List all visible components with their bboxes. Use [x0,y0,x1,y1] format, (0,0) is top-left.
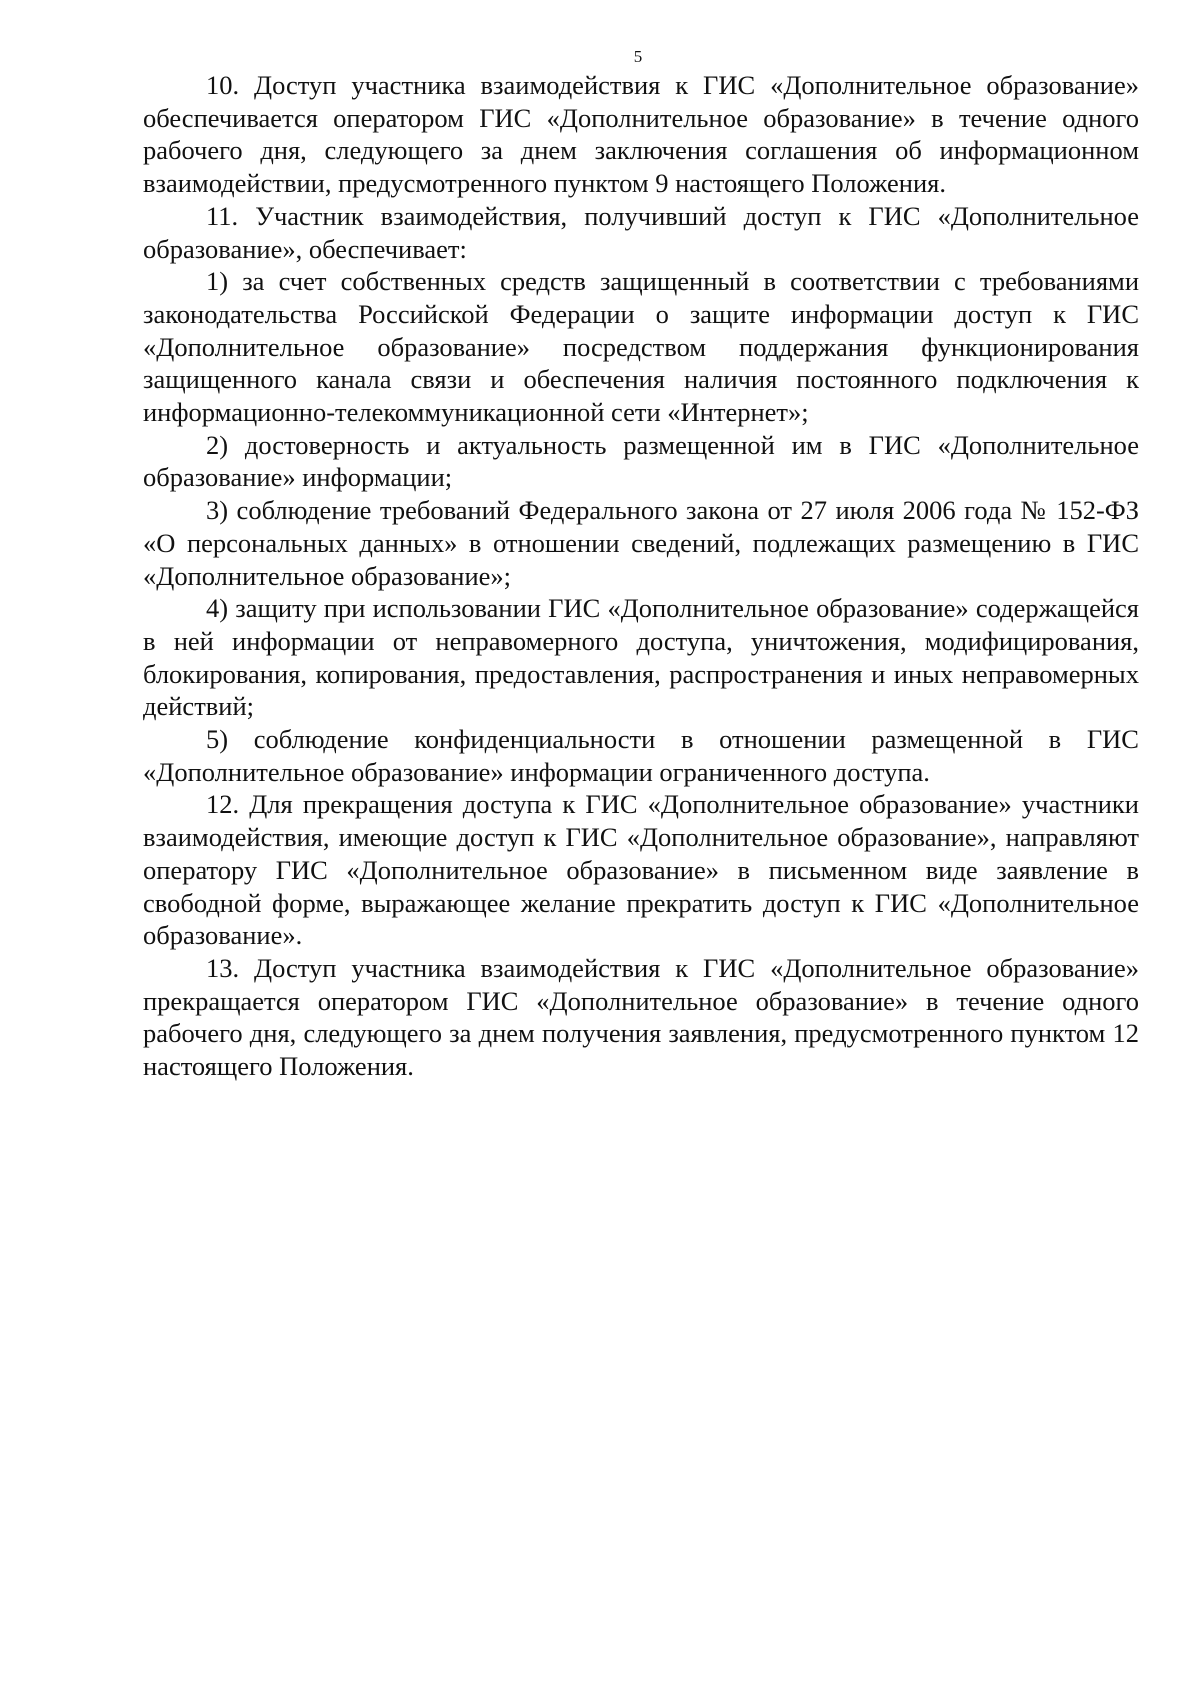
paragraph-11-item-1: 1) за счет собственных средств защищенный в соответствии с требованиями законодательства Российской Федерации о защите информации доступ к ГИС «Дополнительное образование» посредством поддержания функционирования защищенного канала связи и обеспечения наличия постоянного подключения к информационно-телекоммуникационной сети «Интернет»; [143,266,1139,428]
paragraph-12: 12. Для прекращения доступа к ГИС «Дополнительное образование» участники взаимодействия, имеющие доступ к ГИС «Дополнительное образование», направляют оператору ГИС «Дополнительное образование» в письменном виде заявление в свободной форме, выражающее желание прекратить доступ к ГИС «Дополнительное образование». [143,789,1139,951]
page-number: 5 [633,47,643,66]
paragraph-11-item-2: 2) достоверность и актуальность размещенной им в ГИС «Дополнительное образование» информации; [143,429,1139,493]
paragraph-11-item-4: 4) защиту при использовании ГИС «Дополнительное образование» содержащейся в ней информации от неправомерного доступа, уничтожения, модифицирования, блокирования, копирования, предоставления, распространения и иных неправомерных действий; [143,593,1139,722]
paragraph-13: 13. Доступ участника взаимодействия к ГИС «Дополнительное образование» прекращается оператором ГИС «Дополнительное образование» в течение одного рабочего дня, следующего за днем получения заявления, предусмотренного пунктом 12 настоящего Положения. [143,952,1139,1082]
paragraph-11-item-3: 3) соблюдение требований Федерального закона от 27 июля 2006 года № 152-ФЗ «О персональных данных» в отношении сведений, подлежащих размещению в ГИС «Дополнительное образование»; [143,495,1139,591]
paragraph-11-item-5: 5) соблюдение конфиденциальности в отношении размещенной в ГИС «Дополнительное образование» информации ограниченного доступа. [143,724,1139,787]
paragraph-10: 10. Доступ участника взаимодействия к ГИС «Дополнительное образование» обеспечивается оператором ГИС «Дополнительное образование» в течение одного рабочего дня, следующего за днем заключения соглашения об информационном взаимодействии, предусмотренного пунктом 9 настоящего Положения. [143,70,1139,199]
paragraph-11: 11. Участник взаимодействия, получивший доступ к ГИС «Дополнительное образование», обеспечивает: [143,200,1139,264]
document-body [143,69,1139,1083]
